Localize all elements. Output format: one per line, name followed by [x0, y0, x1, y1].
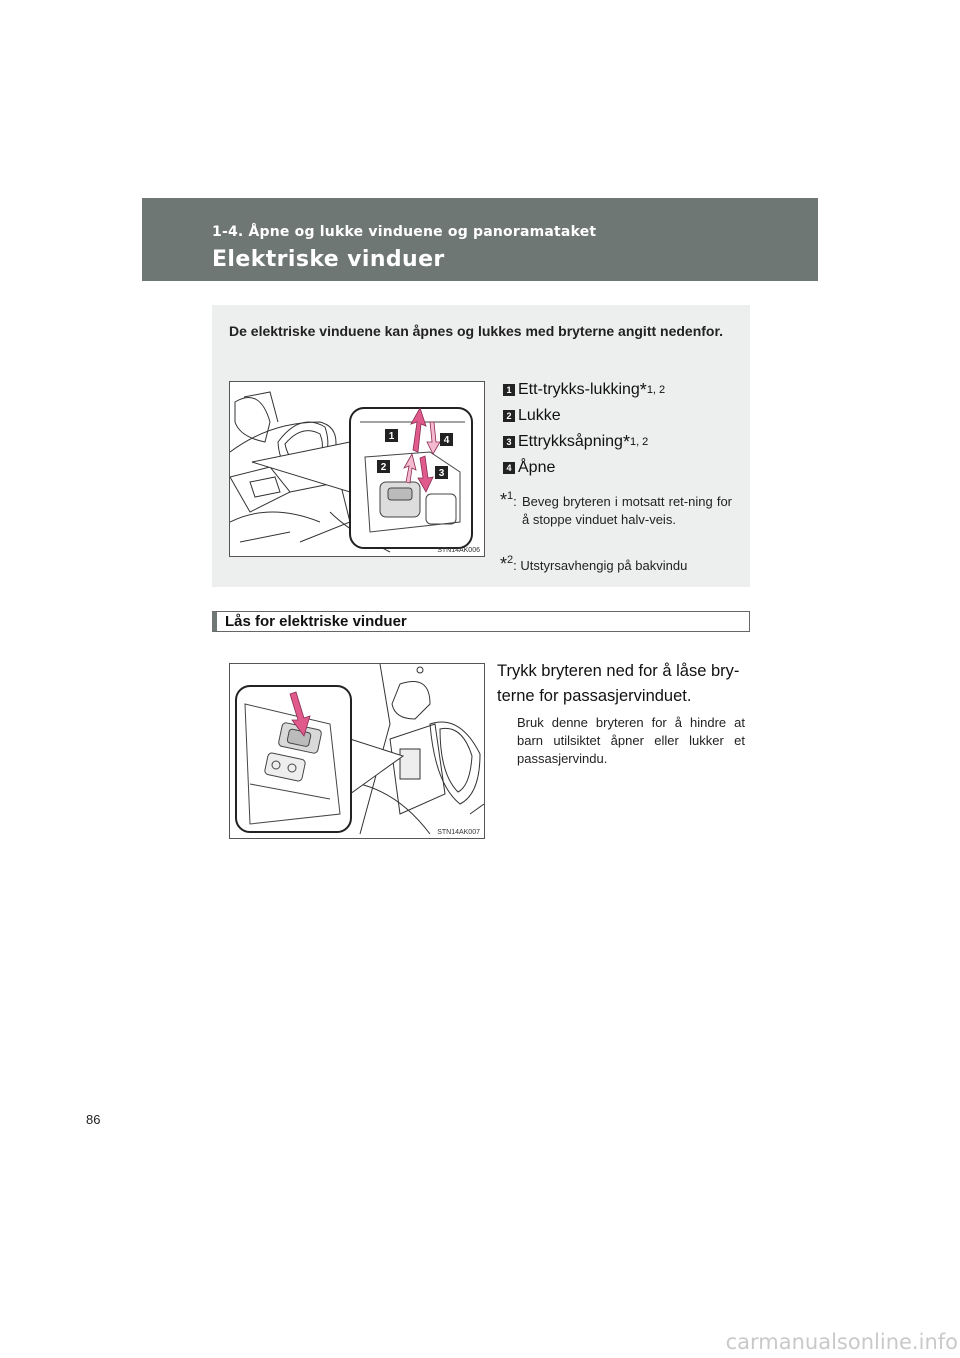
footnote-ref: 1, 2 [629, 436, 649, 448]
footnote-text: Utstyrsavhengig på bakvindu [520, 558, 688, 573]
figure-code: STN14AK006 [437, 547, 480, 554]
asterisk-icon: * [500, 490, 508, 510]
number-badge: 3 [503, 436, 515, 448]
footnote-text: Beveg bryteren i motsatt ret-ning for å stoppe vinduet halv-veis. [522, 494, 732, 527]
legend-label: Åpne [518, 459, 556, 476]
legend-item [503, 455, 743, 481]
legend-item: 1 Ett-trykks-lukking * 1, 2 [503, 377, 743, 403]
number-badge: 4 [503, 462, 515, 474]
lock-section-heading [212, 611, 750, 632]
legend-item: 3 Ettrykksåpning * 1, 2 [503, 429, 743, 455]
svg-text:3: 3 [438, 468, 445, 479]
legend-label: Lukke [518, 407, 561, 424]
footnote-mark: 1 [507, 490, 514, 502]
figure-code: STN14AK007 [437, 829, 480, 836]
lock-instruction: Trykk bryteren ned for å låse bry-terne for passasjervinduet. [497, 662, 740, 705]
chapter-header [142, 198, 818, 281]
section-label: 1-4. Åpne og lukke vinduene og panoramataket [212, 224, 597, 240]
intro-text: De elektriske vinduene kan åpnes og lukkes med bryterne angitt nedenfor. [229, 323, 724, 339]
window-lock-illustration [230, 664, 484, 838]
svg-text:1: 1 [388, 431, 395, 442]
legend-list [503, 377, 743, 481]
legend-label: Ett-trykks-lukking [518, 381, 640, 398]
footnote-2: *$^2$: Utstyrsavhengig på bakvindu [500, 554, 688, 574]
svg-text:2: 2 [380, 462, 387, 473]
legend-label: Ettrykksåpning [518, 433, 623, 450]
window-switch-illustration [230, 382, 484, 556]
asterisk-icon: * [500, 554, 508, 574]
footnote-mark: 2 [507, 554, 514, 566]
window-lock-figure [229, 663, 485, 839]
svg-text:4: 4 [443, 435, 450, 446]
footnote-1: *$^1$: Beveg bryteren i motsatt ret-ning for å stoppe vinduet halv-veis. [500, 490, 732, 527]
window-switch-figure [229, 381, 485, 557]
page-number: 86 [86, 1112, 101, 1127]
lock-note: Bruk denne bryteren for å hindre at barn utilsiktet åpner eller lukker et passasjervindu. [517, 715, 745, 766]
footnote-ref: 1, 2 [646, 384, 666, 396]
page-title: Elektriske vinduer [212, 247, 445, 272]
number-badge: 1 [503, 384, 515, 396]
number-badge: 2 [503, 410, 515, 422]
watermark-text: carmanualsonline.info [725, 1330, 958, 1354]
legend-item [503, 403, 743, 429]
section-heading-text: Lås for elektriske vinduer [225, 613, 407, 630]
